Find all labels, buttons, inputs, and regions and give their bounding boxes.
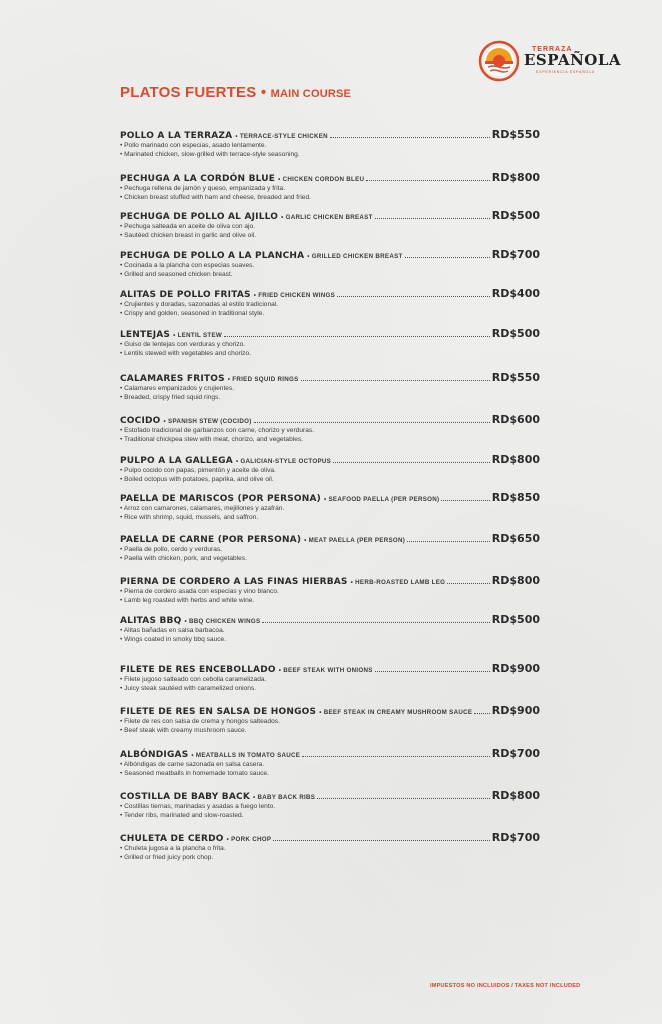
item-desc-en: • Wings coated in smoky bbq sauce. — [120, 636, 227, 643]
item-desc-en: • Chicken breast stuffed with ham and cheese, breaded and fried. — [120, 194, 311, 201]
menu-item — [120, 128, 540, 159]
item-price: RD$800 — [491, 789, 540, 802]
item-desc-en: • Lamb leg roasted with herbs and white wine. — [120, 597, 255, 604]
item-english-name: • FRIED SQUID RINGS — [227, 376, 299, 383]
leader-dots — [330, 137, 490, 138]
item-price: RD$500 — [491, 327, 540, 340]
menu-item — [120, 453, 540, 484]
leader-dots — [301, 380, 490, 381]
sun-badge-icon — [478, 40, 520, 82]
menu-item — [120, 171, 540, 202]
leader-dots — [333, 462, 490, 463]
item-desc-es: • Estofado tradicional de garbanzos con carne, chorizo y verduras. — [120, 427, 315, 434]
item-price: RD$500 — [491, 209, 540, 222]
item-name: FILETE DE RES EN SALSA DE HONGOS — [120, 707, 317, 717]
item-desc-es: • Crujientes y doradas, sazonadas al estilo tradicional. — [120, 301, 279, 308]
item-desc-es: • Albóndigas de carne sazonada en salsa casera. — [120, 761, 265, 768]
item-name: ALBÓNDIGAS — [120, 750, 189, 760]
item-desc-es: • Arroz con camarones, calamares, mejillones y azafrán. — [120, 505, 285, 512]
item-name: CHULETA DE CERDO — [120, 834, 224, 844]
menu-item — [120, 371, 540, 402]
leader-dots — [337, 296, 490, 297]
leader-dots — [375, 218, 490, 219]
item-desc-en: • Grilled or fried juicy pork chop. — [120, 854, 214, 861]
item-desc-es: • Pulpo cocido con papas, pimentón y aceite de oliva. — [120, 467, 276, 474]
item-name: PIERNA DE CORDERO A LAS FINAS HIERBAS — [120, 577, 348, 587]
item-desc-en: • Juicy steak sautéed with caramelized onions. — [120, 685, 257, 692]
item-name: COCIDO — [120, 416, 161, 426]
section-separator: • — [260, 84, 267, 101]
leader-dots — [375, 671, 490, 672]
item-english-name: • GARLIC CHICKEN BREAST — [281, 214, 373, 221]
leader-dots — [262, 622, 489, 623]
item-desc-es: • Pierna de cordero asada con especias y vino blanco. — [120, 588, 279, 595]
item-english-name: • SEAFOOD PAELLA (PER PERSON) — [324, 496, 440, 503]
item-english-name: • BBQ CHICKEN WINGS — [184, 618, 261, 625]
item-english-name: • FRIED CHICKEN WINGS — [253, 292, 336, 299]
brand-name-main: ESPAÑOLA — [524, 51, 622, 69]
item-price: RD$700 — [491, 747, 540, 760]
leader-dots — [407, 541, 490, 542]
item-name: FILETE DE RES ENCEBOLLADO — [120, 665, 276, 675]
item-desc-es: • Chuleta jugosa a la plancha o frita. — [120, 845, 226, 852]
menu-item — [120, 831, 540, 862]
item-english-name: • MEAT PAELLA (PER PERSON) — [304, 537, 406, 544]
item-name: COSTILLA DE BABY BACK — [120, 792, 250, 802]
menu-item — [120, 287, 540, 318]
item-name: PECHUGA DE POLLO A LA PLANCHA — [120, 251, 305, 261]
item-name: PECHUGA A LA CORDÓN BLUE — [120, 174, 276, 184]
item-desc-es: • Paella de pollo, cerdo y verduras. — [120, 546, 223, 553]
item-name: PULPO A LA GALLEGA — [120, 456, 233, 466]
item-desc-en: • Rice with shrimp, squid, mussels, and saffron. — [120, 514, 259, 521]
item-english-name: • HERB-ROASTED LAMB LEG — [350, 579, 446, 586]
item-price: RD$850 — [491, 491, 540, 504]
item-name: PAELLA DE MARISCOS (POR PERSONA) — [120, 494, 321, 504]
menu-item — [120, 704, 540, 735]
menu-item — [120, 209, 540, 240]
menu-item — [120, 747, 540, 778]
item-price: RD$650 — [491, 532, 540, 545]
item-english-name: • GALICIAN-STYLE OCTOPUS — [235, 458, 332, 465]
item-english-name: • BEEF STEAK IN CREAMY MUSHROOM SAUCE — [319, 709, 473, 716]
item-name: PAELLA DE CARNE (POR PERSONA) — [120, 535, 302, 545]
item-desc-en: • Lentils stewed with vegetables and chorizo. — [120, 350, 251, 357]
section-title — [120, 84, 351, 101]
item-english-name: • BEEF STEAK WITH ONIONS — [278, 667, 373, 674]
item-english-name: • BABY BACK RIBS — [253, 794, 316, 801]
menu-item — [120, 613, 540, 644]
item-price: RD$700 — [491, 248, 540, 261]
item-desc-en: • Seasoned meatballs in homemade tomato sauce. — [120, 770, 269, 777]
item-price: RD$800 — [491, 574, 540, 587]
menu-item — [120, 248, 540, 279]
item-english-name: • MEATBALLS IN TOMATO SAUCE — [191, 752, 301, 759]
leader-dots — [302, 756, 490, 757]
item-desc-en: • Beef steak with creamy mushroom sauce. — [120, 727, 247, 734]
item-price: RD$550 — [491, 371, 540, 384]
leader-dots — [224, 336, 490, 337]
menu-item — [120, 327, 540, 358]
item-desc-en: • Paella with chicken, pork, and vegetables. — [120, 555, 247, 562]
item-desc-es: • Guiso de lentejas con verduras y chorizo. — [120, 341, 246, 348]
leader-dots — [474, 713, 489, 714]
item-english-name: • TERRACE-STYLE CHICKEN — [235, 133, 328, 140]
item-desc-en: • Grilled and seasoned chicken breast. — [120, 271, 233, 278]
item-english-name: • LENTIL STEW — [173, 332, 223, 339]
item-desc-es: • Alitas bañadas en salsa barbacoa. — [120, 627, 225, 634]
leader-dots — [273, 840, 489, 841]
item-name: PECHUGA DE POLLO AL AJILLO — [120, 212, 279, 222]
menu-item — [120, 491, 540, 522]
menu-item — [120, 413, 540, 444]
item-price: RD$800 — [491, 171, 540, 184]
item-price: RD$900 — [491, 704, 540, 717]
item-name: CALAMARES FRITOS — [120, 374, 225, 384]
item-price: RD$800 — [491, 453, 540, 466]
item-desc-en: • Marinated chicken, slow-grilled with terrace-style seasoning. — [120, 151, 300, 158]
menu-item — [120, 574, 540, 605]
item-name: POLLO A LA TERRAZA — [120, 131, 233, 141]
item-desc-en: • Crispy and golden, seasoned in traditional style. — [120, 310, 265, 317]
brand-name-top: TERRAZA — [532, 46, 573, 53]
leader-dots — [447, 583, 489, 584]
section-title-main: PLATOS FUERTES — [120, 84, 257, 101]
taxes-note: IMPUESTOS NO INCLUIDOS / TAXES NOT INCLUDED — [430, 983, 581, 989]
item-desc-es: • Pechuga rellena de jamón y queso, empanizada y frita. — [120, 185, 286, 192]
item-desc-en: • Traditional chickpea stew with meat, chorizo, and vegetables. — [120, 436, 303, 443]
item-name: LENTEJAS — [120, 330, 171, 340]
brand-logo — [478, 40, 622, 84]
section-subtitle: MAIN COURSE — [270, 88, 352, 100]
item-name: ALITAS BBQ — [120, 616, 182, 626]
item-desc-es: • Filete jugoso salteado con cebolla caramelizada. — [120, 676, 267, 683]
item-price: RD$550 — [491, 128, 540, 141]
item-price: RD$900 — [491, 662, 540, 675]
item-price: RD$400 — [491, 287, 540, 300]
item-english-name: • GRILLED CHICKEN BREAST — [307, 253, 403, 260]
item-english-name: • PORK CHOP — [226, 836, 272, 843]
item-desc-en: • Boiled octopus with potatoes, paprika, and olive oil. — [120, 476, 274, 483]
item-desc-es: • Calamares empanizados y crujientes. — [120, 385, 235, 392]
leader-dots — [441, 500, 489, 501]
menu-item — [120, 662, 540, 693]
item-price: RD$600 — [491, 413, 540, 426]
menu-item — [120, 532, 540, 563]
item-price: RD$500 — [491, 613, 540, 626]
leader-dots — [366, 180, 489, 181]
item-desc-en: • Sautéed chicken breast in garlic and olive oil. — [120, 232, 257, 239]
item-desc-es: • Filete de res con salsa de crema y hongos salteados. — [120, 718, 280, 725]
item-desc-en: • Tender ribs, marinated and slow-roasted. — [120, 812, 244, 819]
leader-dots — [254, 422, 490, 423]
item-desc-es: • Pechuga salteada en aceite de oliva con ajo. — [120, 223, 256, 230]
leader-dots — [405, 257, 490, 258]
menu-item — [120, 789, 540, 820]
item-desc-es: • Pollo marinado con especias, asado lentamente. — [120, 142, 267, 149]
item-desc-es: • Cocinada a la plancha con especias suaves. — [120, 262, 255, 269]
brand-tagline: EXPERIENCIA ESPAÑOLA — [536, 70, 595, 74]
item-price: RD$700 — [491, 831, 540, 844]
item-desc-es: • Costillas tiernas, marinadas y asadas a fuego lento. — [120, 803, 276, 810]
item-english-name: • SPANISH STEW (COCIDO) — [163, 418, 252, 425]
item-desc-en: • Breaded, crispy fried squid rings. — [120, 394, 221, 401]
item-name: ALITAS DE POLLO FRITAS — [120, 290, 251, 300]
leader-dots — [317, 798, 490, 799]
item-english-name: • CHICKEN CORDON BLEU — [278, 176, 365, 183]
